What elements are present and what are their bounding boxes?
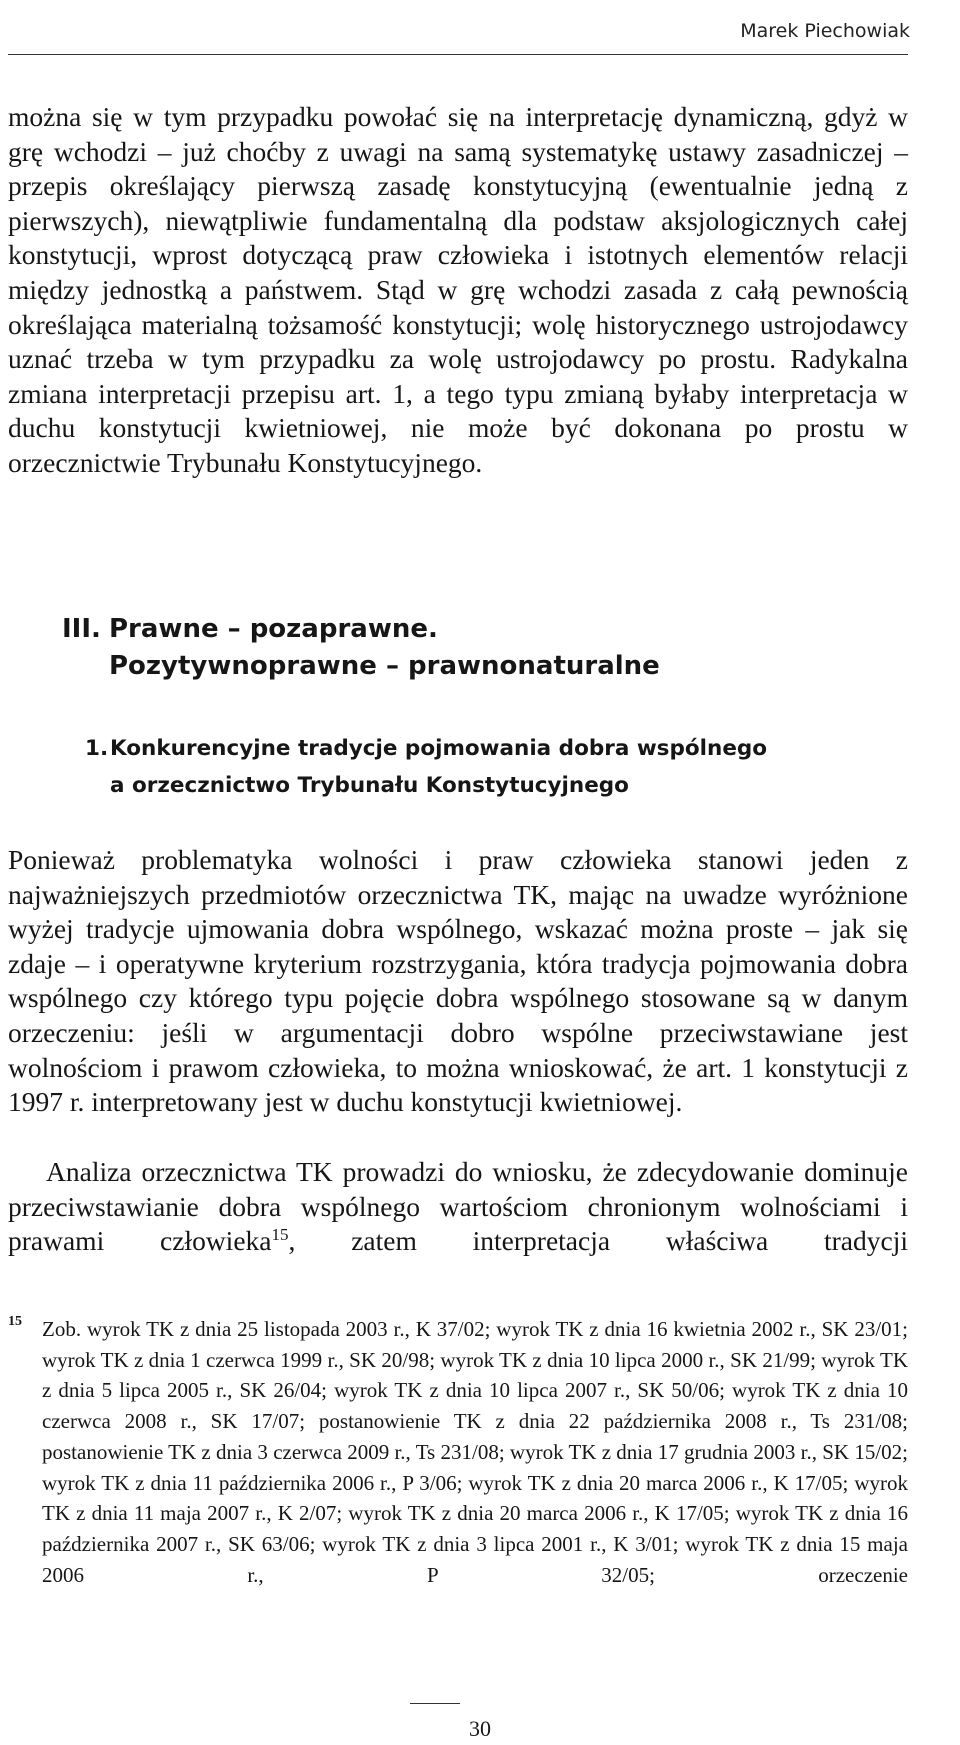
body-paragraph-2	[8, 1155, 908, 1259]
section-title-line1: Prawne – pozaprawne.	[109, 614, 438, 644]
footnote-reference: 15	[271, 1225, 289, 1245]
subsection-heading	[85, 730, 768, 804]
subsection-number: 1.	[85, 736, 109, 761]
running-head: Marek Piechowiak	[740, 20, 910, 42]
body-paragraph-top: można się w tym przypadku powołać się na interpretację dynamiczną, gdyż w grę wchodzi – już choćby z uwagi na samą systematykę ustawy zasadniczej – przepis określający pierwszą zasadę konstytucyjną (ewentualnie jedną z pierwszych), niewątpliwie fundamentalną dla podstaw aksjologicznych całej konstytucji, wprost dotyczącą praw człowieka i istotnych elementów relacji między jednostką a państwem. Stąd w grę wchodzi zasada z całą pewnością określająca materialną tożsamość konstytucji; wolę historycznego ustrojodawcy uznać trzeba w tym przypadku za wolę ustrojodawcy po prostu. Radykalna zmiana interpretacji przepisu art. 1, a tego typu zmianą byłaby interpretacja w duchu konstytucji kwietniowej, nie może być dokonana po prostu w orzecznictwie Trybunału Konstytucyjnego.	[8, 101, 908, 478]
section-heading	[62, 611, 660, 685]
header-rule	[8, 54, 908, 55]
footnote-text: Zob. wyrok TK z dnia 25 listopada 2003 r., K 37/02; wyrok TK z dnia 16 kwietnia 2002 r., SK 23/01; wyrok TK z dnia 1 czerwca 1999 r., SK 20/98; wyrok TK z dnia 10 lipca 2000 r., SK 21/99; wyrok TK z dnia 5 lipca 2005 r., SK 26/04; wyrok TK z dnia 10 lipca 2007 r., SK 50/06; wyrok TK z dnia 10 czerwca 2008 r., SK 17/07; postanowienie TK z dnia 22 października 2008 r., Ts 231/08; postanowienie TK z dnia 3 czerwca 2009 r., Ts 231/08; wyrok TK z dnia 17 grudnia 2003 r., SK 15/02; wyrok TK z dnia 11 października 2006 r., P 3/06; wyrok TK z dnia 20 marca 2006 r., K 17/05; wyrok TK z dnia 11 maja 2007 r., K 2/07; wyrok TK z dnia 20 marca 2006 r., K 17/05; wyrok TK z dnia 16 października 2007 r., SK 63/06; wyrok TK z dnia 3 lipca 2001 r., K 3/01; wyrok TK z dnia 15 maja 2006 r., P 32/05; orzeczenie	[42, 1317, 908, 1587]
subsection-title-line2: a orzecznictwo Trybunału Konstytucyjnego	[110, 773, 629, 798]
section-number: III.	[62, 614, 101, 644]
paragraph-2-text-continued: , zatem interpretacja właściwa tradycji	[288, 1225, 908, 1257]
paragraph-2-text: Analiza orzecznictwa TK prowadzi do wniosku, że zdecydowanie dominuje przeciwstawianie dobra wspólnego wartościom chronionym wolnościami i prawami człowieka	[8, 1156, 908, 1257]
body-paragraph-1: Ponieważ problematyka wolności i praw człowieka stanowi jeden z najważniejszych przedmiotów orzecznictwa TK, mając na uwadze wyróżnione wyżej tradycje ujmowania dobra wspólnego, wskazać można proste – jak się zdaje – i operatywne kryterium rozstrzygania, która tradycja pojmowania dobra wspólnego czy którego typu pojęcie dobra wspólnego stosowane są w danym orzeczeniu: jeśli w argumentacji dobro wspólne przeciwstawiane jest wolnościom i prawom człowieka, to można wnioskować, że art. 1 konstytucji z 1997 r. interpretowany jest w duchu konstytucji kwietniowej.	[8, 844, 908, 1118]
page-number: 30	[469, 1716, 491, 1741]
section-title-line2: Pozytywnoprawne – prawnonaturalne	[109, 651, 660, 681]
bottom-rule	[410, 1703, 460, 1704]
footnote-marker: 15	[8, 1314, 22, 1329]
subsection-title-line1: Konkurencyjne tradycje pojmowania dobra wspólnego	[110, 736, 768, 761]
